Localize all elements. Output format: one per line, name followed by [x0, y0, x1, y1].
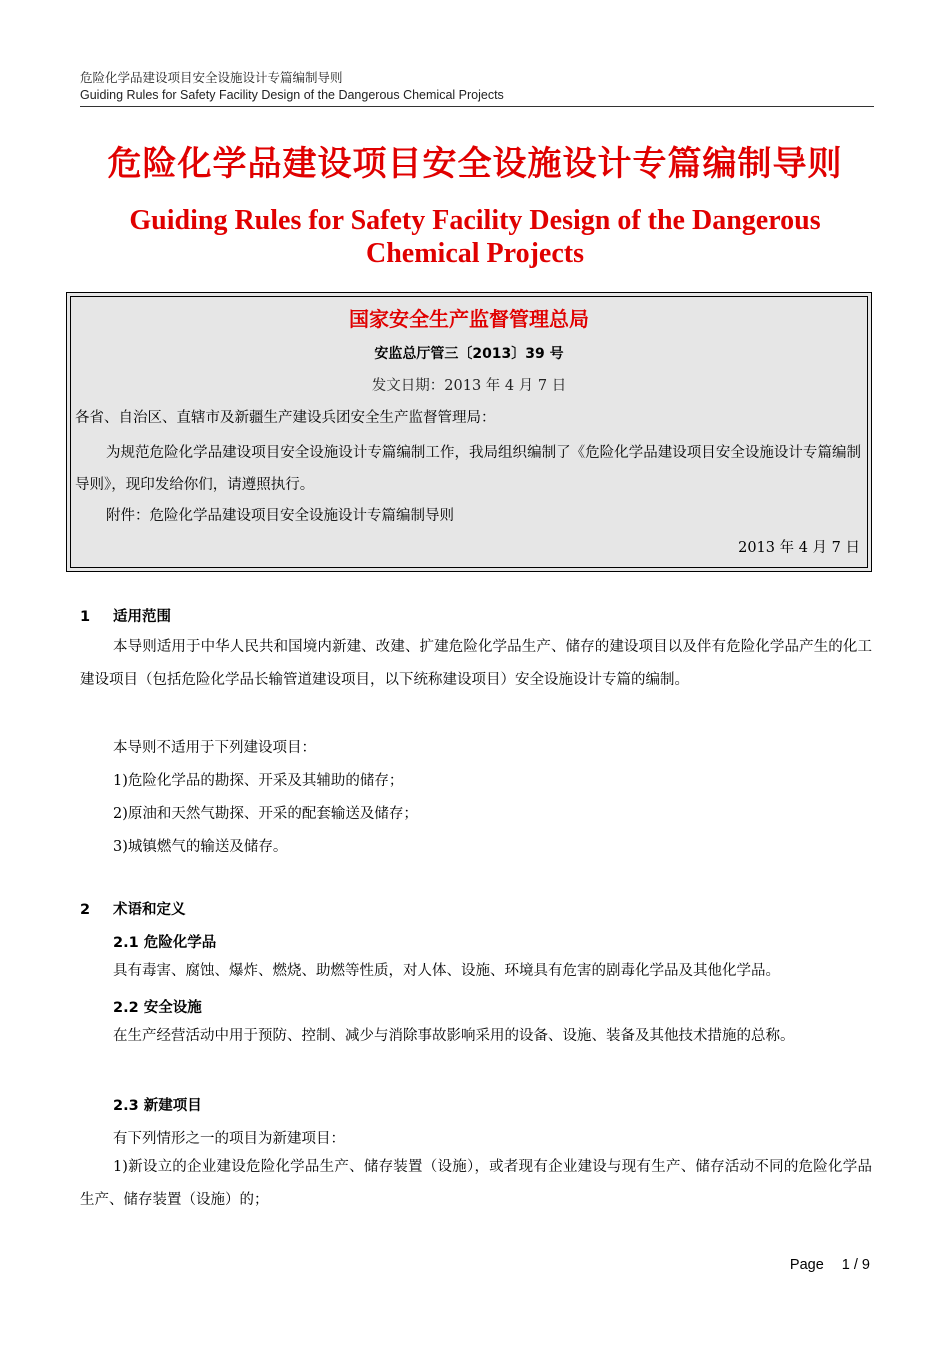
- definition-2-2-text: 在生产经营活动中用于预防、控制、减少与消除事故影响采用的设备、设施、装备及其他技术措施的总称。: [113, 1028, 795, 1044]
- header-divider: [80, 106, 874, 107]
- notice-box-inner-border: [70, 296, 868, 568]
- definition-2-1-title: 2.1 危险化学品: [113, 935, 217, 951]
- page-label: Page: [789, 1257, 824, 1273]
- running-header-cn: 危险化学品建设项目安全设施设计专篇编制导则: [80, 70, 343, 85]
- section-number: 1: [80, 609, 91, 625]
- notice-agency: 国家安全生产监督管理总局: [349, 307, 589, 331]
- notice-box: [66, 292, 872, 572]
- section-1-heading: [80, 605, 171, 626]
- definition-2-2-title: 2.2 安全设施: [113, 1000, 202, 1016]
- document-title-cn: 危险化学品建设项目安全设施设计专篇编制导则: [107, 144, 843, 184]
- notice-body: 为规范危险化学品建设项目安全设施设计专篇编制工作，我局组织编制了《危险化学品建设项目安全设施设计专篇编制导则》，现印发给你们，请遵照执行。: [75, 445, 861, 493]
- list-item: 3)城镇燃气的输送及储存。: [113, 839, 288, 855]
- notice-doc-number: 安监总厅管三〔2013〕39 号: [374, 346, 564, 362]
- list-item: 1)危险化学品的勘探、开采及其辅助的储存；: [113, 773, 404, 789]
- page-footer: [790, 1257, 870, 1273]
- page-number: 1 / 9: [841, 1257, 870, 1273]
- section-title: 适用范围: [113, 609, 171, 625]
- section-1-paragraph-1: 本导则适用于中华人民共和国境内新建、改建、扩建危险化学品生产、储存的建设项目以及伴有危险化学品产生的化工建设项目（包括危险化学品长输管道建设项目，以下统称建设项目）安全设施设计专篇的编制。: [80, 639, 872, 688]
- definition-2-3-text: 有下列情形之一的项目为新建项目：: [113, 1131, 345, 1147]
- section-2-heading: [80, 898, 186, 919]
- section-title: 术语和定义: [113, 902, 186, 918]
- section-1-paragraph-2: 本导则不适用于下列建设项目：: [113, 740, 316, 756]
- notice-sign-date: 2013 年 4 月 7 日: [738, 540, 860, 556]
- notice-addressee: 各省、自治区、直辖市及新疆生产建设兵团安全生产监督管理局：: [75, 410, 496, 426]
- notice-attachment: 附件：危险化学品建设项目安全设施设计专篇编制导则: [106, 508, 454, 524]
- notice-issue-date: 发文日期：2013 年 4 月 7 日: [371, 378, 567, 394]
- running-header-en: Guiding Rules for Safety Facility Design of the Dangerous Chemical Projects: [80, 88, 504, 102]
- list-item: 2)原油和天然气勘探、开采的配套输送及储存；: [113, 806, 418, 822]
- definition-2-3-title: 2.3 新建项目: [113, 1098, 202, 1114]
- document-title-en: Guiding Rules for Safety Facility Design of the Dangerous Chemical Projects: [129, 205, 821, 269]
- definition-2-3-item-1: 1)新设立的企业建设危险化学品生产、储存装置（设施），或者现有企业建设与现有生产、储存活动不同的危险化学品生产、储存装置（设施）的；: [80, 1159, 872, 1208]
- section-number: 2: [80, 902, 91, 918]
- definition-2-1-text: 具有毒害、腐蚀、爆炸、燃烧、助燃等性质，对人体、设施、环境具有危害的剧毒化学品及其他化学品。: [113, 963, 780, 979]
